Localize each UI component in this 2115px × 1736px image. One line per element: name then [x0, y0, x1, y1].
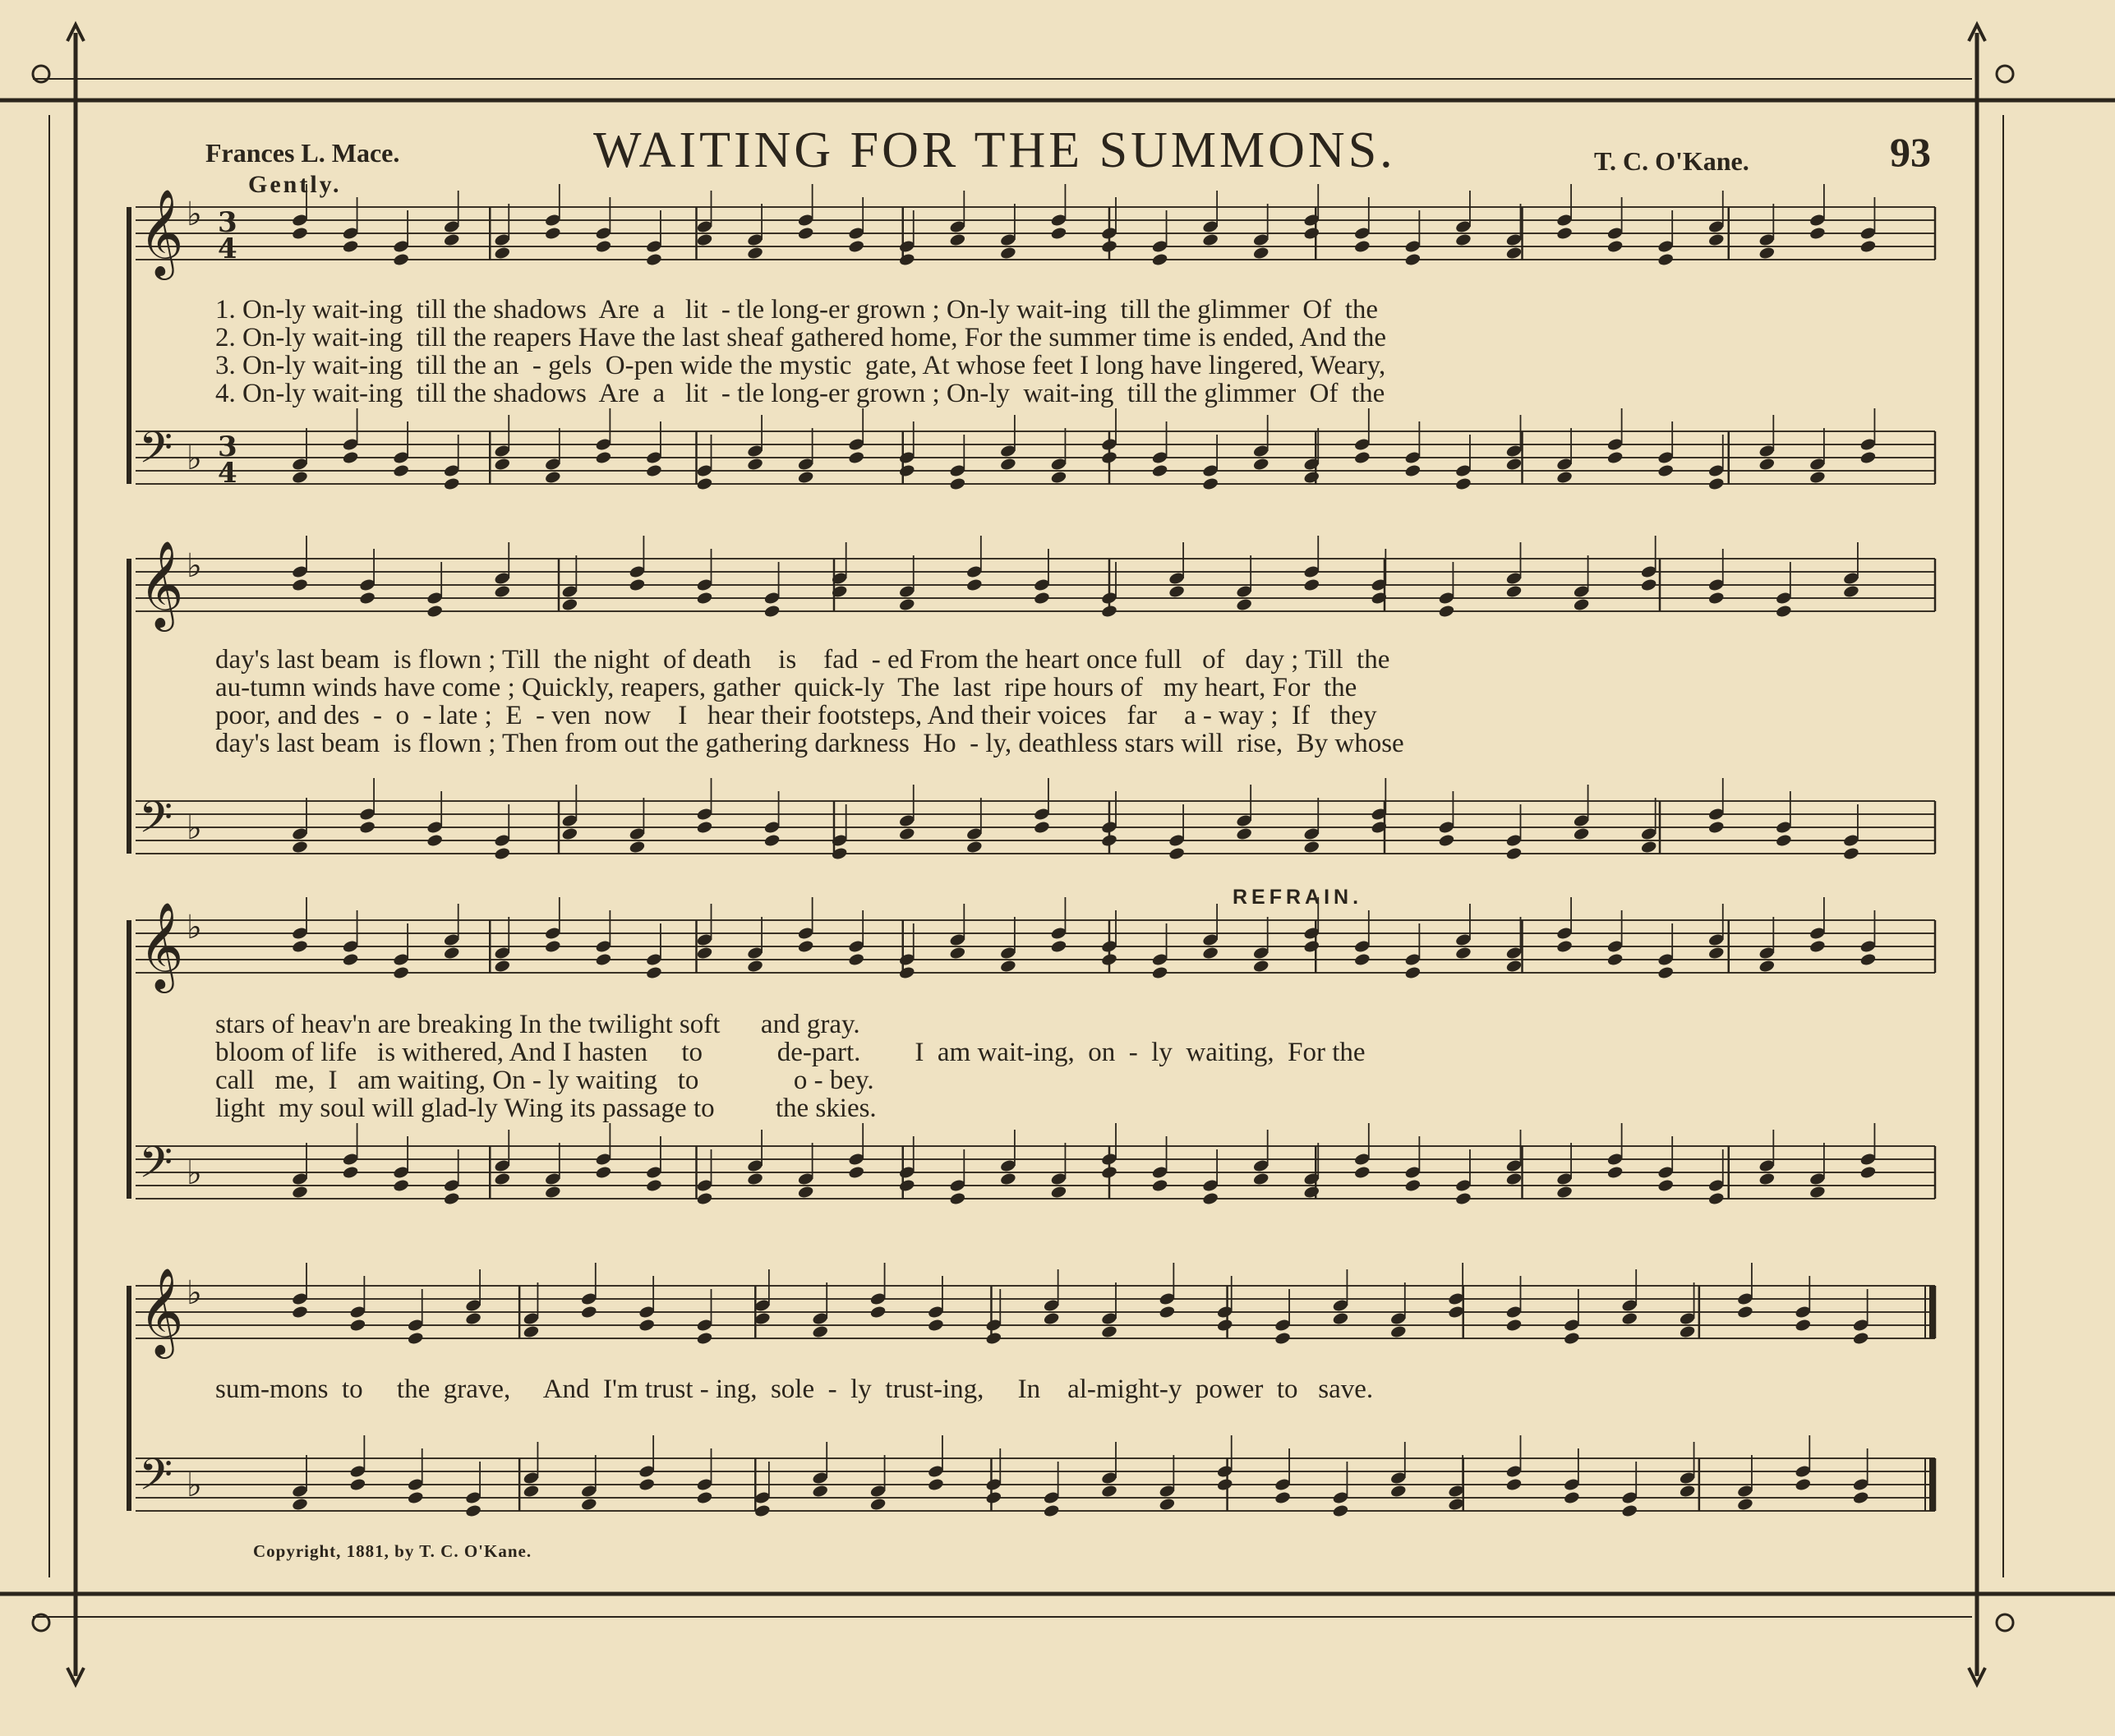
note-head — [1033, 591, 1050, 605]
note-head — [1252, 457, 1269, 471]
time-signature-bottom: 4 — [218, 457, 237, 490]
note-head — [1606, 450, 1624, 464]
page-number: 93 — [1890, 129, 1931, 175]
note-head — [812, 1484, 829, 1498]
treble-clef-icon: 𝄞 — [139, 540, 184, 628]
note-head — [629, 840, 646, 854]
note-head — [1252, 959, 1269, 973]
note-head — [1050, 939, 1067, 953]
note-head — [595, 450, 612, 464]
corner-ornament-icon — [1997, 1614, 2013, 1631]
note-head — [393, 965, 410, 979]
note-head — [1202, 946, 1219, 960]
note-head — [1202, 1191, 1219, 1205]
note-head — [1303, 578, 1320, 592]
note-head — [1159, 1305, 1176, 1319]
note-head — [763, 604, 781, 618]
note-head — [349, 1477, 366, 1491]
note-head — [1505, 457, 1523, 471]
note-head — [1100, 1484, 1117, 1498]
note-head — [1151, 252, 1168, 266]
note-head — [1404, 1178, 1422, 1192]
note-heads — [291, 213, 1876, 1517]
time-signature-top: 3 — [218, 206, 237, 239]
note-head — [696, 591, 713, 605]
note-head — [1775, 833, 1792, 847]
note-head — [747, 1172, 764, 1186]
note-head — [1454, 233, 1472, 246]
note-head — [1252, 246, 1269, 260]
flat-sign-icon: ♭ — [187, 196, 202, 233]
note-head — [1775, 604, 1792, 618]
note-head — [443, 946, 460, 960]
note-head — [426, 604, 444, 618]
note-head — [1556, 939, 1574, 953]
note-head — [949, 946, 966, 960]
note-head — [1758, 457, 1776, 471]
note-head — [1657, 252, 1675, 266]
note-head — [1274, 1490, 1292, 1504]
note-head — [494, 457, 511, 471]
note-head — [1621, 1503, 1638, 1517]
note-head — [848, 952, 865, 966]
note-head — [1353, 952, 1371, 966]
time-signature-bottom: 4 — [218, 233, 237, 265]
note-head — [1353, 1165, 1371, 1179]
note-head — [869, 1497, 887, 1511]
note-head — [1809, 470, 1826, 484]
note-head — [1707, 1191, 1725, 1205]
note-head — [949, 1191, 966, 1205]
treble-clef-icon: 𝄞 — [139, 901, 184, 989]
note-head — [797, 1185, 814, 1199]
note-head — [1505, 584, 1523, 598]
note-head — [638, 1477, 656, 1491]
note-head — [1050, 226, 1067, 240]
note-head — [696, 946, 713, 960]
note-head — [407, 1331, 424, 1345]
bass-clef-icon: 𝄢 — [139, 793, 173, 854]
note-head — [1100, 952, 1117, 966]
lyric-line: 2. On-ly wait-ing till the reapers Have the last sheaf gathered home, For the summer time is ended, And the — [215, 323, 1387, 352]
note-head — [1573, 827, 1590, 840]
lyric-line: call me, I am waiting, On - ly waiting to o - bey. — [215, 1066, 874, 1095]
note-head — [1859, 1165, 1877, 1179]
note-head — [1505, 846, 1523, 860]
bass-clef-icon: 𝄢 — [139, 1138, 173, 1199]
note-head — [898, 252, 915, 266]
note-head — [1389, 1484, 1407, 1498]
note-head — [523, 1324, 540, 1338]
note-head — [291, 1185, 308, 1199]
note-head — [1657, 1178, 1675, 1192]
note-head — [1505, 959, 1523, 973]
note-head — [1563, 1331, 1580, 1345]
note-head — [342, 952, 359, 966]
note-head — [494, 846, 511, 860]
note-head — [1621, 1311, 1638, 1325]
note-head — [359, 591, 376, 605]
note-head — [595, 1165, 612, 1179]
note-head — [638, 1318, 656, 1332]
note-head — [1100, 604, 1117, 618]
note-head — [1216, 1318, 1233, 1332]
note-head — [965, 840, 983, 854]
note-head — [1758, 959, 1776, 973]
flat-sign-icon: ♭ — [187, 909, 202, 946]
note-head — [1809, 1185, 1826, 1199]
note-head — [1100, 450, 1117, 464]
note-head — [1556, 470, 1574, 484]
note-head — [1606, 952, 1624, 966]
note-head — [349, 1318, 366, 1332]
lyric-line: au-tumn winds have come ; Quickly, reapers, gather quick-ly The last ripe hours of my heart, For the — [215, 673, 1357, 702]
note-head — [848, 450, 865, 464]
composer-credit: T. C. O'Kane. — [1594, 146, 1749, 176]
note-head — [1505, 1318, 1523, 1332]
note-head — [1505, 1172, 1523, 1186]
note-head — [291, 1305, 308, 1319]
note-head — [1556, 1185, 1574, 1199]
note-head — [1859, 239, 1877, 253]
note-head — [1707, 233, 1725, 246]
note-head — [1033, 820, 1050, 834]
note-head — [1736, 1497, 1753, 1511]
note-head — [1852, 1490, 1869, 1504]
note-head — [443, 1191, 460, 1205]
flat-sign-icon: ♭ — [187, 547, 202, 585]
note-head — [949, 477, 966, 490]
note-head — [1151, 1178, 1168, 1192]
note-head — [1640, 840, 1657, 854]
note-head — [1640, 578, 1657, 592]
note-head — [1274, 1331, 1292, 1345]
note-head — [949, 233, 966, 246]
note-head — [523, 1484, 540, 1498]
note-head — [797, 939, 814, 953]
note-head — [1505, 246, 1523, 260]
lyric-line: bloom of life is withered, And I hasten to de-part. I am wait-ing, on - ly waiting, For the — [215, 1038, 1366, 1067]
note-head — [898, 1178, 915, 1192]
note-head — [494, 959, 511, 973]
note-head — [898, 827, 915, 840]
note-head — [1168, 584, 1186, 598]
note-head — [898, 463, 915, 477]
note-head — [494, 1172, 511, 1186]
note-head — [342, 1165, 359, 1179]
note-head — [629, 578, 646, 592]
note-head — [999, 959, 1016, 973]
time-signature-top: 3 — [218, 431, 237, 463]
note-head — [1100, 1324, 1117, 1338]
note-head — [999, 457, 1016, 471]
note-head — [544, 470, 561, 484]
note-head — [1236, 597, 1253, 611]
note-head — [1707, 591, 1725, 605]
note-head — [1389, 1324, 1407, 1338]
note-head — [443, 477, 460, 490]
note-head — [645, 1178, 662, 1192]
note-head — [1332, 1503, 1349, 1517]
note-head — [443, 233, 460, 246]
note-head — [696, 1191, 713, 1205]
note-head — [291, 1497, 308, 1511]
note-head — [965, 578, 983, 592]
note-head — [1151, 463, 1168, 477]
note-head — [1842, 584, 1859, 598]
note-head — [1050, 1185, 1067, 1199]
note-head — [985, 1331, 1002, 1345]
note-head — [342, 239, 359, 253]
note-head — [898, 597, 915, 611]
note-head — [1707, 946, 1725, 960]
note-head — [1859, 952, 1877, 966]
note-head — [1100, 1165, 1117, 1179]
lyricist-credit: Frances L. Mace. — [205, 138, 400, 168]
note-head — [812, 1324, 829, 1338]
note-head — [1505, 1477, 1523, 1491]
flat-sign-icon: ♭ — [187, 440, 202, 477]
note-head — [1236, 827, 1253, 840]
note-head — [848, 239, 865, 253]
lyric-line: day's last beam is flown ; Till the night of death is fad - ed From the heart once full of day ; Till the — [215, 645, 1390, 675]
note-head — [869, 1305, 887, 1319]
note-head — [1859, 450, 1877, 464]
note-head — [1303, 470, 1320, 484]
lyric-line: 3. On-ly wait-ing till the an - gels O-pen wide the mystic gate, At whose feet I long have lingered, Weary, — [215, 351, 1386, 380]
note-head — [696, 233, 713, 246]
note-head — [1606, 239, 1624, 253]
note-head — [1795, 1318, 1812, 1332]
note-head — [1758, 246, 1776, 260]
note-head — [797, 226, 814, 240]
lyric-line: sum-mons to the grave, And I'm trust - ing, sole - ly trust-ing, In al-might-y power to save. — [215, 1375, 1374, 1404]
note-head — [1332, 1311, 1349, 1325]
note-head — [1657, 965, 1675, 979]
treble-clef-icon: 𝄞 — [139, 188, 184, 276]
note-head — [1707, 820, 1725, 834]
note-head — [393, 1178, 410, 1192]
note-head — [1168, 846, 1186, 860]
note-head — [696, 1490, 713, 1504]
note-head — [465, 1503, 482, 1517]
note-head — [696, 820, 713, 834]
note-head — [494, 584, 511, 598]
note-head — [1454, 946, 1472, 960]
note-head — [1795, 1477, 1812, 1491]
note-head — [494, 246, 511, 260]
note-head — [1454, 1191, 1472, 1205]
note-head — [465, 1311, 482, 1325]
corner-ornament-icon — [1997, 66, 2013, 82]
note-head — [1100, 239, 1117, 253]
note-head — [1736, 1305, 1753, 1319]
note-head — [1454, 477, 1472, 490]
flat-sign-icon: ♭ — [187, 1467, 202, 1504]
treble-clef-icon: 𝄞 — [139, 1267, 184, 1355]
note-head — [1852, 1331, 1869, 1345]
note-head — [291, 578, 308, 592]
note-head — [291, 939, 308, 953]
note-head — [797, 470, 814, 484]
note-head — [544, 226, 561, 240]
note-head — [595, 239, 612, 253]
lyric-line: 4. On-ly wait-ing till the shadows Are a lit - tle long-er grown ; On-ly wait-ing till the glimmer Of the — [215, 379, 1385, 408]
note-head — [1043, 1311, 1060, 1325]
note-head — [426, 833, 444, 847]
note-head — [1353, 239, 1371, 253]
note-head — [393, 252, 410, 266]
hymn-title: WAITING FOR THE SUMMONS. — [593, 122, 1396, 178]
note-head — [1202, 233, 1219, 246]
note-head — [645, 252, 662, 266]
note-head — [1353, 450, 1371, 464]
note-head — [580, 1497, 597, 1511]
note-head — [359, 820, 376, 834]
note-head — [580, 1305, 597, 1319]
note-head — [1842, 846, 1859, 860]
note-head — [645, 965, 662, 979]
note-head — [999, 246, 1016, 260]
note-head — [393, 463, 410, 477]
flat-sign-icon: ♭ — [187, 1154, 202, 1192]
note-head — [898, 965, 915, 979]
flat-sign-icon: ♭ — [187, 809, 202, 847]
note-head — [927, 1477, 944, 1491]
note-head — [291, 470, 308, 484]
note-head — [848, 1165, 865, 1179]
note-head — [985, 1490, 1002, 1504]
note-head — [1303, 1185, 1320, 1199]
note-head — [1151, 965, 1168, 979]
bass-clef-icon: 𝄢 — [139, 423, 173, 484]
note-head — [1100, 833, 1117, 847]
note-head — [1563, 1490, 1580, 1504]
note-head — [1303, 840, 1320, 854]
note-head — [1809, 939, 1826, 953]
note-head — [291, 840, 308, 854]
note-head — [645, 463, 662, 477]
note-head — [561, 597, 578, 611]
note-head — [1303, 226, 1320, 240]
note-head — [1043, 1503, 1060, 1517]
note-head — [407, 1490, 424, 1504]
note-head — [1657, 463, 1675, 477]
note-head — [595, 952, 612, 966]
lyric-line: poor, and des - o - late ; E - ven now I hear their footsteps, And their voices far a - way ; If they — [215, 701, 1377, 730]
note-head — [1679, 1484, 1696, 1498]
note-head — [342, 450, 359, 464]
note-head — [544, 939, 561, 953]
note-head — [747, 959, 764, 973]
note-head — [1216, 1477, 1233, 1491]
lyric-line: 1. On-ly wait-ing till the shadows Are a lit - tle long-er grown ; On-ly wait-ing till the glimmer Of the — [215, 295, 1379, 325]
note-head — [291, 226, 308, 240]
note-head — [696, 477, 713, 490]
note-head — [763, 833, 781, 847]
note-head — [1202, 477, 1219, 490]
note-head — [1606, 1165, 1624, 1179]
copyright-notice: Copyright, 1881, by T. C. O'Kane. — [253, 1541, 532, 1561]
bass-clef-icon: 𝄢 — [139, 1450, 173, 1511]
note-head — [747, 457, 764, 471]
note-head — [1438, 833, 1455, 847]
note-head — [1809, 226, 1826, 240]
note-head — [1679, 1324, 1696, 1338]
note-head — [999, 1172, 1016, 1186]
note-head — [1252, 1172, 1269, 1186]
note-head — [1404, 252, 1422, 266]
note-head — [696, 1331, 713, 1345]
lyric-line: stars of heav'n are breaking In the twilight soft and gray. — [215, 1010, 860, 1039]
note-head — [561, 827, 578, 840]
note-head — [1404, 965, 1422, 979]
tempo-marking: Gently. — [248, 171, 342, 198]
note-head — [1573, 597, 1590, 611]
note-head — [1050, 470, 1067, 484]
note-head — [1556, 226, 1574, 240]
note-head — [544, 1185, 561, 1199]
refrain-label: REFRAIN. — [1233, 886, 1363, 909]
flat-sign-icon: ♭ — [187, 1274, 202, 1312]
lyric-line: light my soul will glad-ly Wing its passage to the skies. — [215, 1094, 877, 1123]
note-head — [1707, 477, 1725, 490]
note-head — [927, 1318, 944, 1332]
note-head — [1758, 1172, 1776, 1186]
lyric-line: day's last beam is flown ; Then from out the gathering darkness Ho - ly, deathless stars will rise, By whose — [215, 729, 1404, 758]
note-head — [1159, 1497, 1176, 1511]
note-head — [1438, 604, 1455, 618]
note-head — [747, 246, 764, 260]
note-head — [1303, 939, 1320, 953]
note-head — [1404, 463, 1422, 477]
